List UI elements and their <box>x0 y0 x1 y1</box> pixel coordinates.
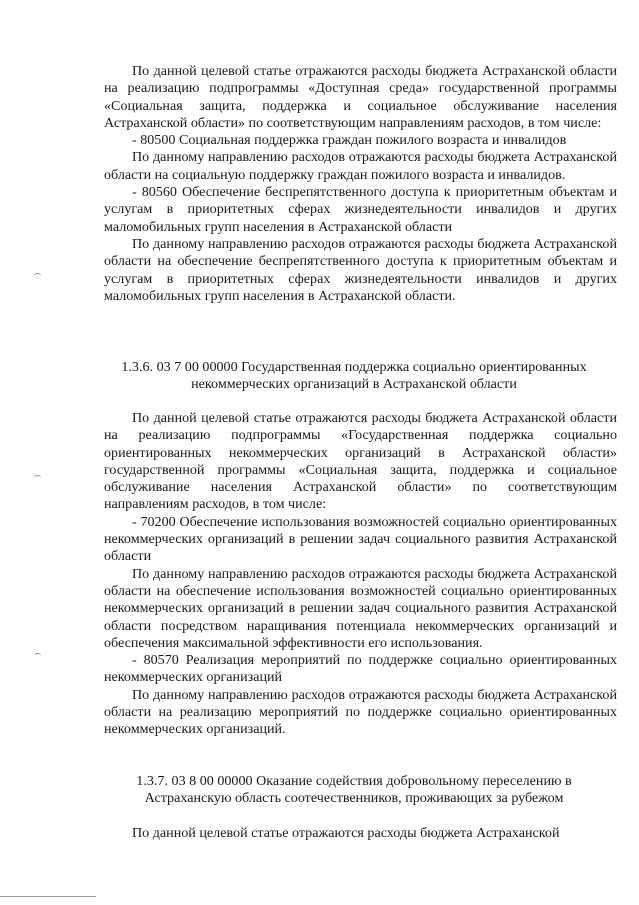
punch-hole-mark <box>34 475 41 481</box>
list-item: - 80570 Реализация мероприятий по поддержке социально ориентированных некоммерческих организаций <box>104 652 617 686</box>
section-3-body <box>104 825 617 842</box>
list-item: - 70200 Обеспечение использования возможностей социально ориентированных некоммерческих организаций в решении задач социального развития Астраханской области <box>104 513 617 565</box>
list-item: - 80500 Социальная поддержка граждан пожилого возраста и инвалидов <box>132 132 567 149</box>
paragraph: По данной целевой статье отражаются расходы бюджета Астраханской <box>132 825 560 841</box>
paragraph: По данному направлению расходов отражаются расходы бюджета Астраханской области на реализацию мероприятий по поддержке социально ориентированных некоммерческих организаций. <box>104 686 617 738</box>
section-heading-1-3-7 <box>94 773 614 808</box>
section-1-body <box>104 63 617 305</box>
paragraph: По данной целевой статье отражаются расходы бюджета Астраханской области на реализацию подпрограммы «Доступная среда» государственной программы «Социальная защита, поддержка и социальное обслуживание населения Астраханской области» по соответствующим направлениям расходов, в том числе: <box>104 63 617 131</box>
heading-line: 1.3.7. 03 8 00 00000 Оказание содействия добровольному переселению в <box>136 773 572 789</box>
paragraph: По данному направлению расходов отражаются расходы бюджета Астраханской области на обеспечение использования возможностей социально ориентированных некоммерческих организаций в решении задач социального развития Астраханской области посредством наращивания потенциала некоммерческих организаций и обеспечения максимальной эффективности его использования. <box>104 565 617 651</box>
paragraph: По данному направлению расходов отражаются расходы бюджета Астраханской области на обеспечение беспрепятственного доступа к приоритетным объектам и услугам в приоритетных сферах жизнедеятельности инвалидов и других маломобильных групп населения в Астраханской области. <box>104 235 617 304</box>
paragraph: По данной целевой статье отражаются расходы бюджета Астраханской области на реализацию подпрограммы «Государственная поддержка социально ориентированных некоммерческих организаций в Астраханской области» государственной программы «Социальная защита, поддержка и социальное обслуживание населения Астраханской области» по соответствующим направлениям расходов, в том числе: <box>104 410 617 513</box>
punch-hole-mark <box>34 653 41 659</box>
scan-edge-line <box>0 896 96 897</box>
list-item: - 80560 Обеспечение беспрепятственного доступа к приоритетным объектам и услугам в приоритетных сферах жизнедеятельности инвалидов и других маломобильных групп населения в Астраханской области <box>104 184 617 235</box>
heading-line: некоммерческих организаций в Астраханской области <box>191 376 517 393</box>
section-heading-1-3-6 <box>84 359 624 394</box>
punch-hole-mark <box>34 273 41 279</box>
heading-line: 1.3.6. 03 7 00 00000 Государственная поддержка социально ориентированных <box>121 359 587 375</box>
heading-line: Астраханскую область соотечественников, проживающих за рубежом <box>144 790 564 807</box>
paragraph: По данному направлению расходов отражаются расходы бюджета Астраханской области на социальную поддержку граждан пожилого возраста и инвалидов. <box>104 149 617 183</box>
section-2-body <box>104 410 617 739</box>
